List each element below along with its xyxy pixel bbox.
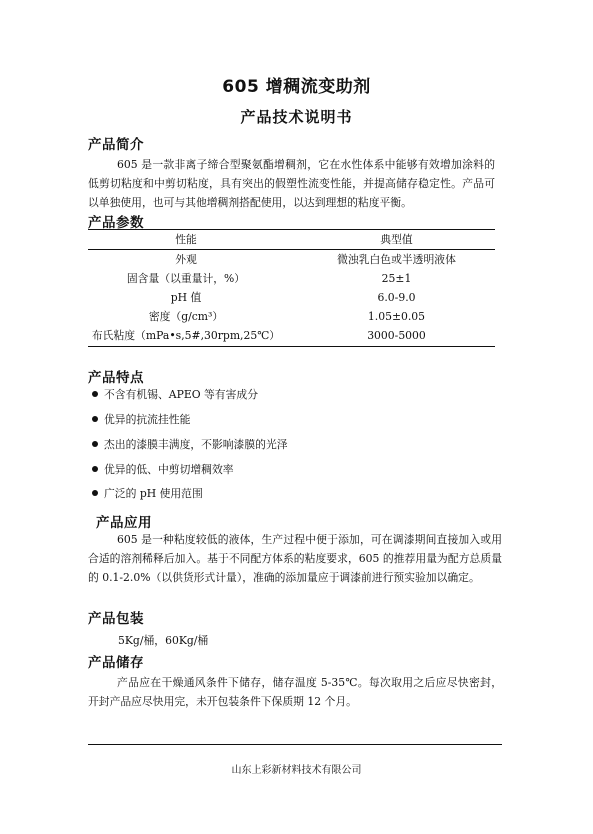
packing-text: 5Kg/桶，60Kg/桶 [118, 634, 209, 647]
bullet-dot-icon [92, 441, 98, 447]
feature-item [92, 387, 258, 403]
footer-rule [88, 744, 502, 745]
table-cell-property: 外观 [175, 253, 197, 266]
table-cell-property: 布氏粘度（mPa•s,5#,30rpm,25℃） [91, 329, 281, 342]
table-header-row [88, 230, 495, 249]
intro-paragraph: 605 是一款非离子缔合型聚氨酯增稠剂，它在水性体系中能够有效增加涂料的低剪切粘度和中剪切粘度，具有突出的假塑性流变性能，并提高储存稳定性。产品可以单独使用，也可与其他增稠剂搭配使用，以达到理想的粘度平衡。 [88, 158, 495, 209]
feature-text: 杰出的漆膜丰满度，不影响漆膜的光泽 [104, 438, 288, 451]
intro-heading: 产品简介 [88, 137, 144, 153]
table-cell-value: 25±1 [381, 272, 412, 285]
application-paragraph: 605 是一种粘度较低的液体，生产过程中便于添加，可在调漆期间直接加入或用合适的溶剂稀释后加入。基于不同配方体系的粘度要求，605 的推荐用量为配方总质量的 0.1-2.0%（以供货形式计量），准确的添加量应于调漆前进行预实验加以确定。 [88, 533, 502, 584]
feature-text: 广泛的 pH 使用范围 [104, 487, 203, 500]
table-cell-value: 微浊乳白色或半透明液体 [337, 253, 456, 266]
feature-item [92, 486, 203, 502]
document-subtitle: 产品技术说明书 [240, 108, 353, 126]
feature-text: 优异的抗流挂性能 [104, 413, 191, 426]
bullet-dot-icon [92, 466, 98, 472]
feature-item [92, 412, 190, 428]
storage-heading: 产品储存 [88, 655, 144, 671]
table-row [88, 250, 495, 269]
packing-heading: 产品包装 [88, 611, 144, 627]
table-cell-property: pH 值 [170, 291, 202, 304]
table-row [88, 326, 495, 345]
table-cell-property: 固含量（以重量计，%） [126, 272, 246, 285]
table-bottom-rule [88, 346, 495, 347]
feature-text: 不含有机锡、APEO 等有害成分 [104, 388, 258, 401]
table-row [88, 269, 495, 288]
document-title: 605 增稠流变助剂 [222, 77, 371, 97]
table-row [88, 288, 495, 307]
feature-item [92, 437, 288, 453]
table-row [88, 307, 495, 326]
bullet-dot-icon [92, 416, 98, 422]
company-footer: 山东上彩新材料技术有限公司 [231, 765, 362, 776]
table-cell-property: 密度（g/cm³） [148, 310, 224, 323]
table-cell-value: 6.0-9.0 [377, 291, 416, 304]
feature-item [92, 462, 234, 478]
table-cell-value: 1.05±0.05 [367, 310, 426, 323]
storage-paragraph: 产品应在干燥通风条件下储存，储存温度 5-35℃。每次取用之后应尽快密封，开封产品应尽快用完，未开包装条件下保质期 12 个月。 [88, 676, 502, 708]
table-header-property: 性能 [175, 233, 197, 246]
params-heading: 产品参数 [88, 215, 144, 231]
feature-text: 优异的低、中剪切增稠效率 [104, 463, 234, 476]
bullet-dot-icon [92, 490, 98, 496]
application-heading: 产品应用 [96, 515, 152, 531]
table-header-value: 典型值 [380, 233, 413, 246]
table-cell-value: 3000-5000 [367, 329, 426, 342]
bullet-dot-icon [92, 391, 98, 397]
features-heading: 产品特点 [88, 370, 144, 386]
